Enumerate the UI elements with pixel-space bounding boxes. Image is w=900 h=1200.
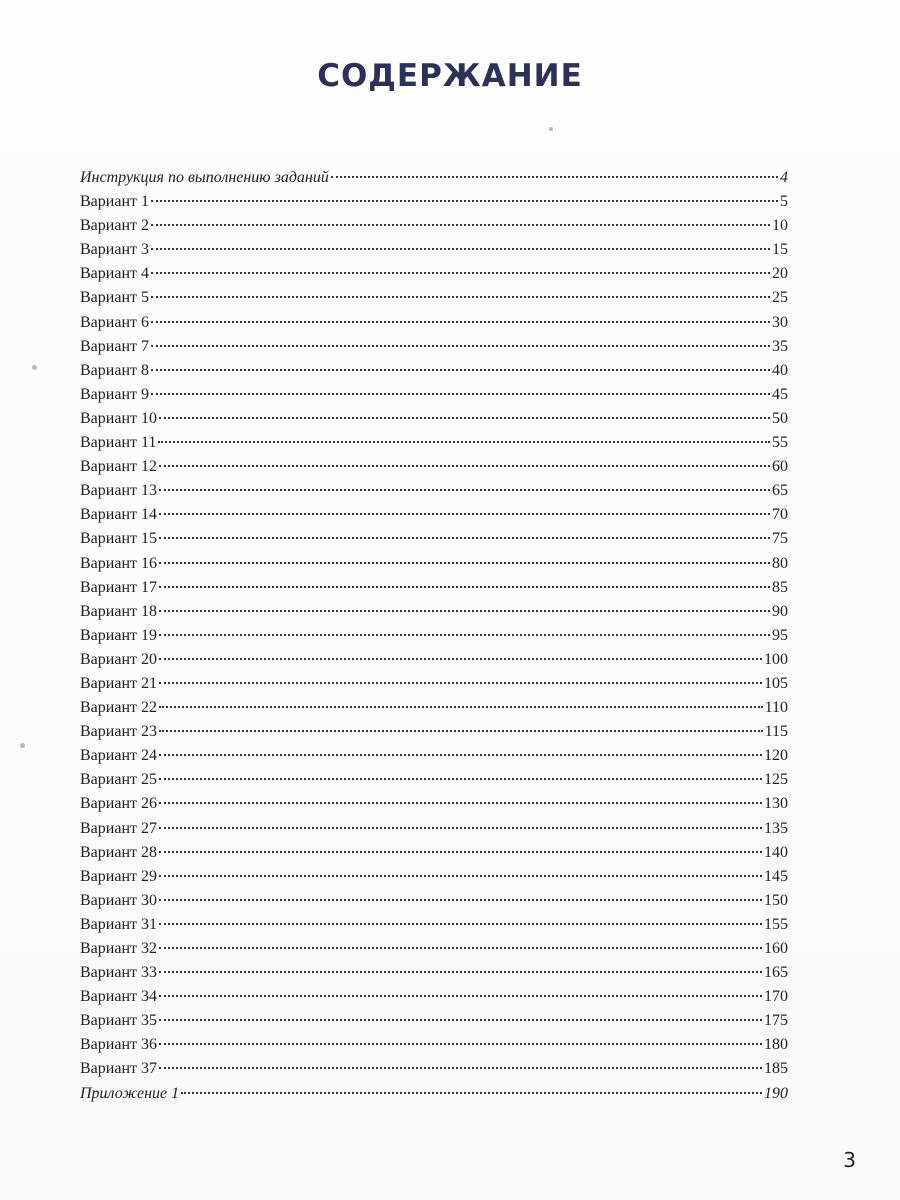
toc-entry-page: 10: [772, 217, 788, 235]
toc-entry-label: Вариант 35: [80, 1012, 157, 1030]
toc-entry-label: Вариант 31: [80, 915, 157, 933]
toc-entry: [80, 768, 788, 792]
toc-dot-leader: [331, 176, 778, 178]
toc-entry: [80, 1057, 788, 1081]
toc-dot-leader: [151, 369, 770, 371]
toc-entry-label: Вариант 14: [80, 506, 157, 524]
toc-entry-label: Вариант 24: [80, 747, 157, 765]
toc-entry-label: Вариант 28: [80, 843, 157, 861]
toc-dot-leader: [151, 345, 770, 347]
toc-entry-label: Вариант 17: [80, 578, 157, 596]
toc-dot-leader: [151, 200, 778, 202]
toc-entry-label: Вариант 1: [80, 193, 149, 211]
toc-entry-page: 55: [772, 434, 788, 452]
toc-entry-page: 4: [780, 169, 788, 186]
toc-entry: [80, 479, 788, 503]
toc-dot-leader: [151, 248, 770, 250]
toc-entry-label: Вариант 13: [80, 482, 157, 500]
toc-entry-page: 140: [764, 843, 788, 861]
toc-entry: [80, 1082, 788, 1106]
toc-entry-page: 85: [772, 578, 788, 596]
toc-entry-label: Вариант 27: [80, 819, 157, 837]
toc-entry-label: Вариант 11: [80, 434, 157, 452]
toc-entry-page: 190: [764, 1084, 788, 1102]
toc-entry: [80, 262, 788, 286]
toc-entry-page: 5: [780, 193, 788, 211]
toc-dot-leader: [159, 706, 763, 708]
toc-entry: [80, 744, 788, 768]
toc-dot-leader: [158, 441, 770, 443]
toc-entry-page: 35: [772, 337, 788, 355]
toc-entry-page: 130: [764, 795, 788, 813]
toc-entry-page: 50: [772, 409, 788, 427]
toc-entry: [80, 238, 788, 262]
toc-entry: [80, 1009, 788, 1033]
toc-entry: [80, 720, 788, 744]
toc-entry-page: 160: [764, 940, 788, 957]
toc-entry-label: Инструкция по выполнению заданий: [80, 169, 329, 186]
toc-dot-leader: [159, 754, 762, 756]
toc-dot-leader: [151, 296, 770, 298]
toc-dot-leader: [159, 947, 762, 949]
toc-entry-page: 45: [772, 385, 788, 403]
toc-entry-page: 105: [764, 674, 788, 692]
toc-entry-label: Вариант 34: [80, 988, 157, 1006]
toc-entry-label: Вариант 29: [80, 867, 157, 885]
page-number: 3: [843, 1148, 856, 1172]
toc-dot-leader: [159, 586, 770, 588]
toc-entry-page: 15: [772, 241, 788, 259]
toc-dot-leader: [159, 778, 762, 780]
toc-entry-page: 155: [764, 915, 788, 933]
toc-entry-label: Вариант 9: [80, 385, 149, 403]
toc-dot-leader: [159, 417, 770, 419]
toc-dot-leader: [159, 634, 770, 636]
toc-entry-page: 60: [772, 458, 788, 476]
toc-entry: [80, 383, 788, 407]
toc-dot-leader: [159, 827, 762, 829]
toc-entry-label: Вариант 33: [80, 964, 157, 982]
toc-entry-label: Вариант 21: [80, 674, 157, 692]
toc-entry: [80, 286, 788, 310]
toc-entry: [80, 889, 788, 913]
toc-entry-page: 80: [772, 554, 788, 572]
toc-entry-page: 165: [764, 964, 788, 982]
toc-dot-leader: [159, 923, 762, 925]
toc-entry-page: 20: [772, 265, 788, 283]
toc-entry: [80, 552, 788, 576]
toc-dot-leader: [159, 682, 762, 684]
paper-speck: [32, 365, 37, 370]
toc-entry-label: Вариант 10: [80, 409, 157, 427]
toc-entry-page: 120: [764, 747, 788, 765]
toc-entry-label: Вариант 30: [80, 891, 157, 909]
toc-dot-leader: [159, 465, 770, 467]
toc-entry-page: 40: [772, 361, 788, 379]
toc-entry-label: Вариант 32: [80, 940, 157, 957]
toc-dot-leader: [159, 562, 770, 564]
toc-entry: [80, 841, 788, 865]
toc-entry-page: 150: [764, 891, 788, 909]
toc-entry-page: 175: [764, 1012, 788, 1030]
table-of-contents: [80, 166, 788, 1106]
toc-dot-leader: [159, 1019, 762, 1021]
page-title: СОДЕРЖАНИЕ: [317, 58, 583, 94]
toc-entry-label: Вариант 3: [80, 241, 149, 259]
toc-entry-label: Вариант 36: [80, 1036, 157, 1054]
toc-entry: [80, 359, 788, 383]
toc-entry-page: 25: [772, 289, 788, 307]
toc-entry-page: 180: [764, 1036, 788, 1054]
paper-speck: [549, 127, 553, 131]
toc-dot-leader: [151, 224, 770, 226]
toc-entry-label: Вариант 25: [80, 771, 157, 789]
toc-entry: [80, 648, 788, 672]
toc-entry-page: 30: [772, 313, 788, 331]
toc-dot-leader: [159, 995, 762, 997]
toc-entry: [80, 190, 788, 214]
toc-entry: [80, 937, 788, 961]
toc-entry-page: 75: [772, 530, 788, 548]
toc-entry-label: Вариант 37: [80, 1060, 157, 1078]
toc-entry-label: Вариант 22: [80, 699, 157, 717]
toc-entry: [80, 335, 788, 359]
toc-entry: [80, 527, 788, 551]
toc-entry-page: 100: [764, 650, 788, 668]
toc-dot-leader: [159, 1067, 762, 1069]
toc-entry-label: Вариант 5: [80, 289, 149, 307]
toc-entry-label: Вариант 12: [80, 458, 157, 476]
toc-dot-leader: [159, 851, 762, 853]
toc-entry-page: 145: [764, 867, 788, 885]
toc-entry-page: 70: [772, 506, 788, 524]
toc-entry: [80, 407, 788, 431]
toc-entry: [80, 1033, 788, 1057]
toc-dot-leader: [159, 802, 762, 804]
toc-entry-page: 65: [772, 482, 788, 500]
toc-entry-label: Вариант 2: [80, 217, 149, 235]
toc-entry: [80, 985, 788, 1009]
toc-entry-label: Вариант 7: [80, 337, 149, 355]
toc-entry: [80, 600, 788, 624]
toc-dot-leader: [159, 658, 762, 660]
toc-entry-label: Вариант 4: [80, 265, 149, 283]
toc-dot-leader: [159, 610, 770, 612]
toc-entry-label: Вариант 23: [80, 723, 157, 741]
toc-dot-leader: [159, 489, 770, 491]
toc-entry: [80, 865, 788, 889]
toc-entry-label: Вариант 16: [80, 554, 157, 572]
toc-entry: [80, 311, 788, 335]
toc-dot-leader: [159, 1043, 762, 1045]
toc-entry-label: Вариант 18: [80, 602, 157, 620]
toc-entry: [80, 792, 788, 816]
toc-entry-page: 95: [772, 626, 788, 644]
toc-dot-leader: [159, 537, 770, 539]
toc-entry-page: 125: [764, 771, 788, 789]
toc-entry: [80, 214, 788, 238]
toc-entry-page: 90: [772, 602, 788, 620]
toc-entry: [80, 166, 788, 190]
toc-entry-label: Вариант 8: [80, 361, 149, 379]
toc-entry-label: Приложение 1: [80, 1084, 180, 1102]
toc-entry: [80, 431, 788, 455]
toc-entry: [80, 961, 788, 985]
toc-entry: [80, 576, 788, 600]
toc-entry-label: Вариант 20: [80, 650, 157, 668]
toc-entry-page: 115: [764, 723, 788, 741]
toc-entry: [80, 672, 788, 696]
toc-entry-page: 185: [764, 1060, 788, 1078]
toc-dot-leader: [181, 1092, 762, 1094]
toc-entry: [80, 624, 788, 648]
toc-dot-leader: [159, 971, 762, 973]
toc-entry-label: Вариант 15: [80, 530, 157, 548]
toc-dot-leader: [159, 730, 763, 732]
toc-entry: [80, 503, 788, 527]
toc-entry-page: 110: [764, 699, 788, 717]
toc-entry: [80, 696, 788, 720]
toc-dot-leader: [159, 875, 762, 877]
toc-entry: [80, 455, 788, 479]
toc-entry-page: 135: [764, 819, 788, 837]
toc-entry-label: Вариант 26: [80, 795, 157, 813]
toc-dot-leader: [159, 513, 770, 515]
toc-dot-leader: [151, 321, 770, 323]
toc-dot-leader: [159, 899, 762, 901]
toc-dot-leader: [151, 393, 770, 395]
paper-speck: [20, 743, 25, 748]
toc-entry-label: Вариант 6: [80, 313, 149, 331]
toc-entry-label: Вариант 19: [80, 626, 157, 644]
toc-entry: [80, 817, 788, 841]
toc-dot-leader: [151, 272, 770, 274]
toc-entry: [80, 913, 788, 937]
toc-entry-page: 170: [764, 988, 788, 1006]
